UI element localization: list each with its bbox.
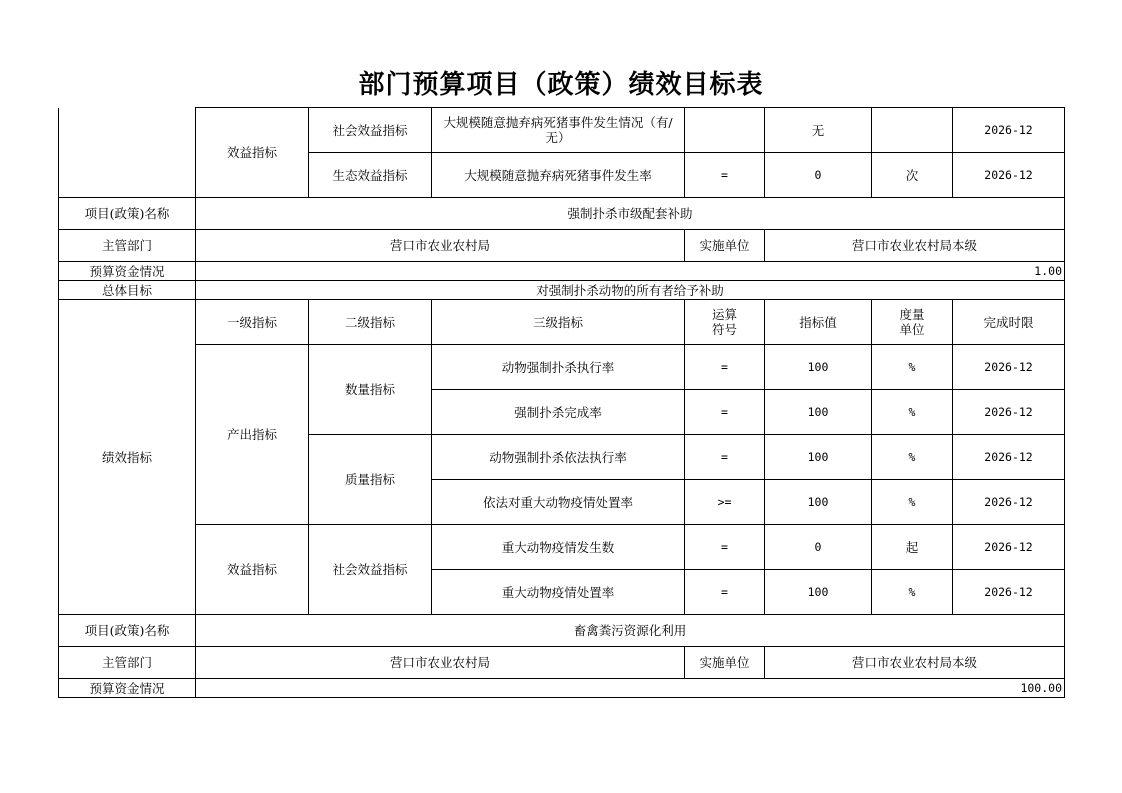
table-row [59, 108, 1065, 153]
level2-cell: 生态效益指标 [309, 153, 432, 198]
level3-cell: 动物强制扑杀执行率 [432, 345, 685, 390]
table-row [59, 230, 1065, 262]
unit-cell [872, 108, 953, 153]
unit-cell: 起 [872, 525, 953, 570]
unit-cell: % [872, 480, 953, 525]
deadline-cell: 2026-12 [953, 153, 1065, 198]
level3-cell: 动物强制扑杀依法执行率 [432, 435, 685, 480]
table-row [59, 281, 1065, 300]
operator-cell: = [685, 153, 765, 198]
deadline-cell: 2026-12 [953, 480, 1065, 525]
level3-cell: 强制扑杀完成率 [432, 390, 685, 435]
level2-cell: 数量指标 [309, 345, 432, 435]
level3-cell: 大规模随意抛弃病死猪事件发生率 [432, 153, 685, 198]
department-value: 营口市农业农村局 [196, 230, 685, 262]
value-cell: 100 [765, 570, 872, 615]
level2-cell: 社会效益指标 [309, 525, 432, 615]
continued-perf-cell [59, 108, 196, 198]
deadline-cell: 2026-12 [953, 345, 1065, 390]
deadline-cell: 2026-12 [953, 525, 1065, 570]
value-cell: 0 [765, 525, 872, 570]
deadline-cell: 2026-12 [953, 390, 1065, 435]
overall-goal-value: 对强制扑杀动物的所有者给予补助 [196, 281, 1065, 300]
value-cell: 无 [765, 108, 872, 153]
operator-cell: >= [685, 480, 765, 525]
header-unit [872, 300, 953, 345]
implementer-label: 实施单位 [685, 647, 765, 679]
budget-value: 100.00 [196, 679, 1065, 698]
deadline-cell: 2026-12 [953, 435, 1065, 480]
operator-cell [685, 108, 765, 153]
level3-cell: 大规模随意抛弃病死猪事件发生情况（有/无） [432, 108, 685, 153]
project-name-value: 强制扑杀市级配套补助 [196, 198, 1065, 230]
level2-cell: 社会效益指标 [309, 108, 432, 153]
level3-cell: 重大动物疫情处置率 [432, 570, 685, 615]
department-value: 营口市农业农村局 [196, 647, 685, 679]
implementer-label: 实施单位 [685, 230, 765, 262]
operator-cell: = [685, 345, 765, 390]
level1-cell: 效益指标 [196, 108, 309, 198]
level2-cell: 质量指标 [309, 435, 432, 525]
perf-indicators-label: 绩效指标 [59, 300, 196, 615]
value-cell: 100 [765, 390, 872, 435]
implementer-value: 营口市农业农村局本级 [765, 647, 1065, 679]
page-title: 部门预算项目（政策）绩效目标表 [358, 70, 764, 100]
header-deadline: 完成时限 [953, 300, 1065, 345]
deadline-cell: 2026-12 [953, 570, 1065, 615]
header-unit-text: 度量单位 [899, 307, 925, 337]
overall-goal-label: 总体目标 [59, 281, 196, 300]
budget-label: 预算资金情况 [59, 262, 196, 281]
project-name-value: 畜禽粪污资源化利用 [196, 615, 1065, 647]
value-cell: 100 [765, 480, 872, 525]
budget-label: 预算资金情况 [59, 679, 196, 698]
project-name-label: 项目(政策)名称 [59, 615, 196, 647]
project-name-label: 项目(政策)名称 [59, 198, 196, 230]
header-level3: 三级指标 [432, 300, 685, 345]
header-level1: 一级指标 [196, 300, 309, 345]
unit-cell: % [872, 345, 953, 390]
table-row [59, 345, 1065, 390]
level3-cell: 依法对重大动物疫情处置率 [432, 480, 685, 525]
budget-value: 1.00 [196, 262, 1065, 281]
table-header-row [59, 300, 1065, 345]
value-cell: 0 [765, 153, 872, 198]
value-cell: 100 [765, 435, 872, 480]
unit-cell: % [872, 390, 953, 435]
implementer-value: 营口市农业农村局本级 [765, 230, 1065, 262]
unit-cell: % [872, 435, 953, 480]
unit-cell: 次 [872, 153, 953, 198]
deadline-cell: 2026-12 [953, 108, 1065, 153]
table-row [59, 198, 1065, 230]
department-label: 主管部门 [59, 647, 196, 679]
level3-cell: 重大动物疫情发生数 [432, 525, 685, 570]
table-row [59, 615, 1065, 647]
value-cell: 100 [765, 345, 872, 390]
operator-cell: = [685, 390, 765, 435]
header-operator [685, 300, 765, 345]
table-row [59, 525, 1065, 570]
header-operator-text: 运算符号 [711, 307, 737, 337]
table-row [59, 647, 1065, 679]
performance-target-table [58, 107, 1065, 698]
header-value: 指标值 [765, 300, 872, 345]
department-label: 主管部门 [59, 230, 196, 262]
unit-cell: % [872, 570, 953, 615]
operator-cell: = [685, 525, 765, 570]
operator-cell: = [685, 435, 765, 480]
level1-cell: 效益指标 [196, 525, 309, 615]
operator-cell: = [685, 570, 765, 615]
table-row [59, 262, 1065, 281]
level1-cell: 产出指标 [196, 345, 309, 525]
header-level2: 二级指标 [309, 300, 432, 345]
table-row [59, 679, 1065, 698]
